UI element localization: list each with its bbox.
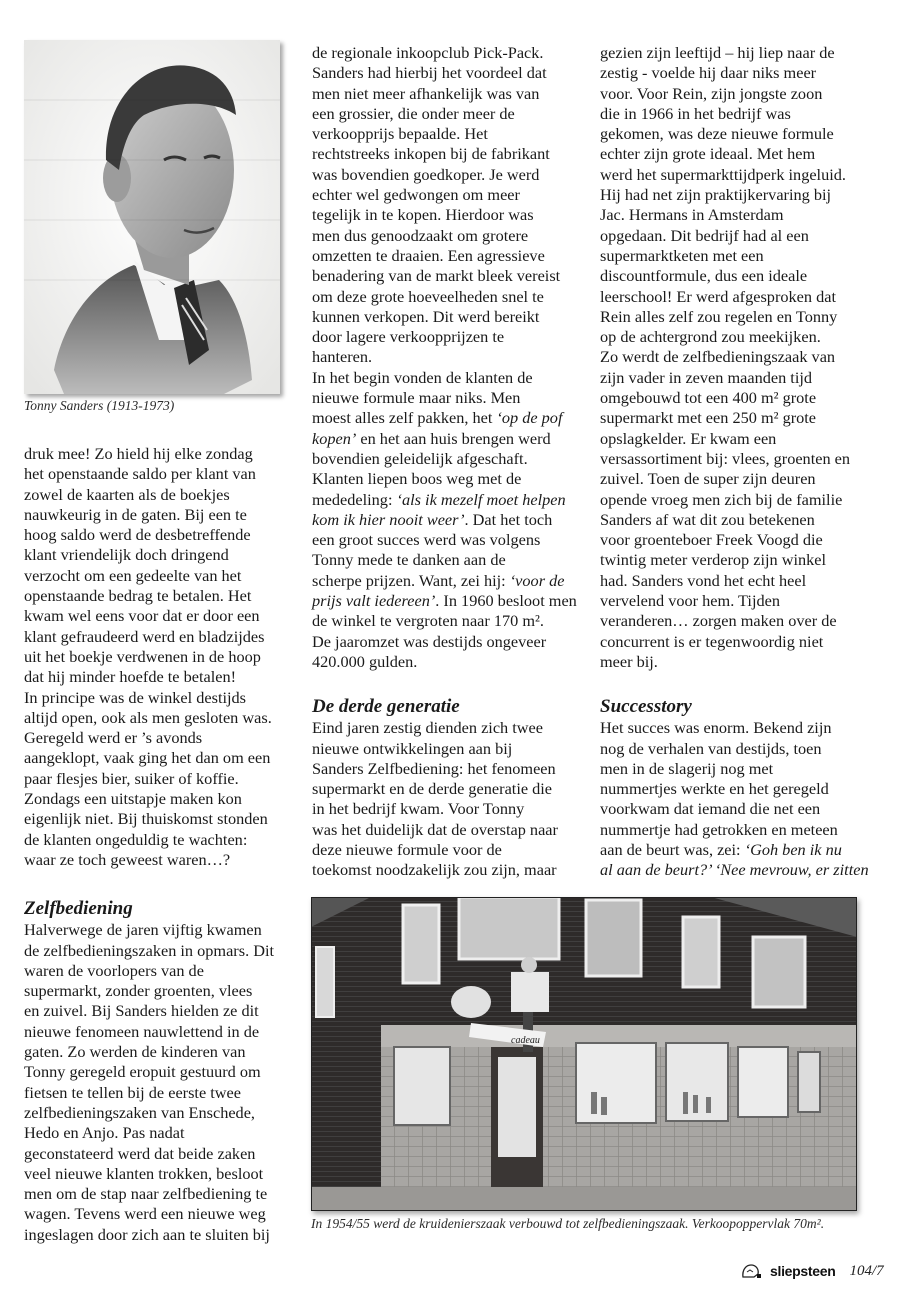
column-2 [312,43,594,881]
text-line: de zelfbedieningszaken in opmars. Dit [24,940,275,960]
text-line: omgebouwd tot een 400 m² grote [600,388,817,408]
text-line: Eind jaren zestig dienden zich twee [312,718,544,738]
text-line: kwam wel eens voor dat er door een [24,606,260,626]
section-heading-zelfbediening: Zelfbediening [24,898,133,920]
text-line: nieuwe formule maar niks. Men [312,388,521,408]
text-line: supermarkt met een 250 m² grote [600,408,817,428]
text-line: men om de stap naar zelfbediening te [24,1184,268,1204]
text-line: toekomst noodzakelijk zou zijn, maar [312,860,557,880]
column-1 [24,444,294,1245]
column-3 [600,43,890,881]
storefront-icon [311,897,857,1211]
text-line: Zo werdt de zelfbedieningszaak van [600,347,836,367]
text-line: supermarkt en de derde generatie die [312,779,553,799]
text-line: omzetten te draaien. Een agressieve [312,245,545,265]
text-line: hanteren. [312,347,373,367]
sign-text: cadeau [511,1035,540,1046]
text-line: In het begin vonden de klanten de [312,367,533,387]
text-line: supermarktketen met een [600,245,764,265]
text-line: Jac. Hermans in Amsterdam [600,205,784,225]
text-line: vervelend voor hem. Tijden [600,591,780,611]
text-line: twintig meter verderop zijn winkel [600,550,827,570]
text-line: de winkel te vergroten naar 170 m². [312,611,544,631]
text-line: men in de slagerij nog met [600,758,774,778]
text-line: uit het boekje verdwenen in de hoop [24,646,261,666]
text-line: deze nieuwe formule voor de [312,839,502,859]
section-heading-derde-generatie: De derde generatie [312,696,460,718]
text-line: echter wel gedwongen om meer [312,185,520,205]
text-line: mededeling: ‘als ik mezelf moet helpen [312,489,566,509]
text-line: Zondags een uitstapje maken kon [24,789,242,809]
portrait-caption: Tonny Sanders (1913-1973) [24,398,175,413]
page-footer [740,1262,884,1280]
text-line: nog de verhalen van destijds, toen [600,738,822,758]
text-line: gaten. Zo werden de kinderen van [24,1042,246,1062]
text-line: Geregeld werd er ’s avonds [24,728,203,748]
quote-text: ‘als ik mezelf moet helpen [396,489,566,509]
quote-text: ‘op de pof [496,408,563,428]
shop-photo-caption: In 1954/55 werd de kruidenierszaak verbouwd tot zelfbedieningszaak. Verkoopoppervlak 70m². [311,1216,825,1231]
column-3-text [600,43,890,672]
text-line: dat hij minder hoefde te betalen! [24,667,237,687]
text-line: om deze grote hoeveelheden snel te [312,286,544,306]
text-line: verzocht om een gedeelte van het [24,565,242,585]
text-line: nauwkeurig in de gaten. Bij een te [24,504,247,524]
quote-text: al aan de beurt?’ ‘Nee mevrouw, er zitten [600,860,869,880]
magazine-brand: sliepsteen [770,1263,836,1279]
text-line: waar ze toch geweest waren…? [24,849,231,869]
text-line: Sanders Zelfbediening: het fenomeen [312,758,556,778]
text-line: In principe was de winkel destijds [24,687,247,707]
quote-text: ‘voor de [509,570,565,590]
text-line: scherpe prijzen. Want, zei hij: ‘voor de [312,570,565,590]
text-line: meer bij. [600,651,658,671]
column-3-section-text [600,718,890,840]
column-1-intro-text [24,444,294,870]
portrait-photo [24,40,280,394]
text-line: Tonny geregeld eropuit gestuurd om [24,1062,261,1082]
text-line: en zuivel. Bij Sanders hielden ze dit [24,1001,259,1021]
text-line: een grossier, die onder meer de [312,103,515,123]
text-line: prijs valt iedereen’. In 1960 besloot men [312,591,577,611]
quote-text: kopen’ [312,428,357,448]
text-line: eigenlijk niet. Bij thuiskomst stonden [24,809,268,829]
text-line: openstaande bedrag te betalen. Het [24,586,252,606]
text-line: op de achtergrond zou meekijken. [600,327,821,347]
text-line: zelfbedieningszaken van Enschede, [24,1102,255,1122]
text-line: bovendien geleidelijk afgeschaft. [312,448,528,468]
text-line: fietsen te tellen bij de eerste twee [24,1082,241,1102]
text-line: opgedaan. Dit bedrijf had al een [600,225,809,245]
text-line: tegelijk in te kopen. Hierdoor was [312,205,534,225]
text-line: waren de voorlopers van de [24,960,204,980]
text-line: verkoopprijs bepaalde. Het [312,124,488,144]
section-heading-successtory: Successtory [600,696,692,718]
column-2-section-text [312,718,594,880]
text-line: veel nieuwe klanten trokken, besloot [24,1163,264,1183]
text-line: Sanders had hierbij het voordeel dat [312,63,547,83]
text-line: zowel de kaarten als de boekjes [24,484,230,504]
text-line: men dus genoodzaakt om grotere [312,225,529,245]
text-line: nieuwe fenomeen nauwlettend in de [24,1021,260,1041]
text-line: gekomen, was deze nieuwe formule [600,124,834,144]
page-number: 104/7 [849,1262,884,1279]
text-line: was het duidelijk dat de overstap naar [312,819,558,839]
text-line: Klanten liepen boos weg met de [312,469,522,489]
text-line: voor. Voor Rein, zijn jongste zoon [600,83,823,103]
quote-text: ‘Goh ben ik nu [744,839,842,859]
text-line: veranderen… zorgen maken over de [600,611,837,631]
text-line: voor groenteboer Freek Voogd die [600,530,823,550]
column-2-text [312,43,594,408]
text-line: 420.000 gulden. [312,651,418,671]
text-line: benadering van de markt bleek vereist [312,266,561,286]
text-line: nummertjes werkte en het geregeld [600,779,829,799]
text-line: zestig - voelde hij daar niks meer [600,63,817,83]
text-line: altijd open, ook als men gesloten was. [24,707,272,727]
text-line: nummertje had getrokken en meteen [600,819,838,839]
text-line: had. Sanders vond het echt heel [600,570,807,590]
text-line: de klanten ongeduldig te wachten: [24,829,248,849]
text-line: De jaaromzet was destijds ongeveer [312,631,547,651]
text-line: gezien zijn leeftijd – hij liep naar de [600,43,835,62]
text-line: Halverwege de jaren vijftig kwamen [24,920,262,940]
text-line: opende vroeg men zich bij de familie [600,489,843,509]
text-line: zijn vader in zeven maanden tijd [600,367,813,387]
text-line: de regionale inkoopclub Pick-Pack. [312,43,544,62]
text-line: Het succes was enorm. Bekend zijn [600,718,832,738]
text-line: zuivel. Toen de super zijn deuren [600,469,816,489]
text-line: een groot succes werd was volgens [312,530,541,550]
text-line: door lagere verkoopprijzen te [312,327,505,347]
text-line: concurrent is er tegenwoordig niet [600,631,824,651]
text-line: hoog saldo werd de desbetreffende [24,525,251,545]
text-line: echter zijn grote ideaal. Met hem [600,144,816,164]
text-line: rechtstreeks inkopen bij de fabrikant [312,144,550,164]
text-line: aangeklopt, vaak ging het dan om een [24,748,271,768]
sliepsteen-logo-icon [740,1262,762,1280]
text-line: in het bedrijf kwam. Voor Tonny [312,799,525,819]
text-line: men niet meer afhankelijk was van [312,83,540,103]
text-line: Tonny mede te danken aan de [312,550,506,570]
text-line: aan de beurt was, zei: ‘Goh ben ik nu [600,839,842,859]
text-line: Sanders af wat dit zou betekenen [600,509,815,529]
text-line: Hedo en Anjo. Pas nadat [24,1123,185,1143]
text-line: werd het supermarkttijdperk ingeluid. [600,164,846,184]
text-line: versassortiment bij: vlees, groenten en [600,448,851,468]
text-line: leerschool! Er werd afgesproken dat [600,286,836,306]
text-line: klant gefraudeerd werd en bladzijdes [24,626,265,646]
portrait-icon [24,40,280,394]
text-line: die in 1966 in het bedrijf was [600,103,791,123]
text-line: kunnen verkopen. Dit werd bereikt [312,306,540,326]
text-line: Hij had net zijn praktijkervaring bij [600,185,832,205]
text-line: Rein alles zelf zou regelen en Tonny [600,306,838,326]
text-line: opslagkelder. Er kwam een [600,428,777,448]
text-line: discountformule, dus een ideale [600,266,808,286]
text-line: geconstateerd werd dat beide zaken [24,1143,256,1163]
text-line: ingeslagen door zich aan te sluiten bij [24,1224,270,1244]
text-line [600,860,890,880]
quote-text: prijs valt iedereen’ [312,591,436,611]
text-line: paar flesjes bier, suiker of koffie. [24,768,239,788]
text-line: kopen’ en het aan huis brengen werd [312,428,551,448]
column-1-section-text [24,920,294,1245]
text-line: supermarkt, zonder groenten, vlees [24,981,253,1001]
text-line: was bovendien goedkoper. Je werd [312,164,540,184]
storefront-photo [311,897,857,1211]
text-line: klant vriendelijk doch dringend [24,545,229,565]
text-line: wagen. Tevens werd een nieuwe weg [24,1204,266,1224]
text-line: het openstaande saldo per klant van [24,464,256,484]
text-line: nieuwe ontwikkelingen aan bij [312,738,513,758]
text-line: kom ik hier nooit weer’. Dat het toch [312,509,553,529]
text-line: moest alles zelf pakken, het ‘op de pof [312,408,563,428]
quote-text: kom ik hier nooit weer’ [312,509,465,529]
text-line: voorkwam dat iemand die net een [600,799,821,819]
text-line: druk mee! Zo hield hij elke zondag [24,444,253,463]
